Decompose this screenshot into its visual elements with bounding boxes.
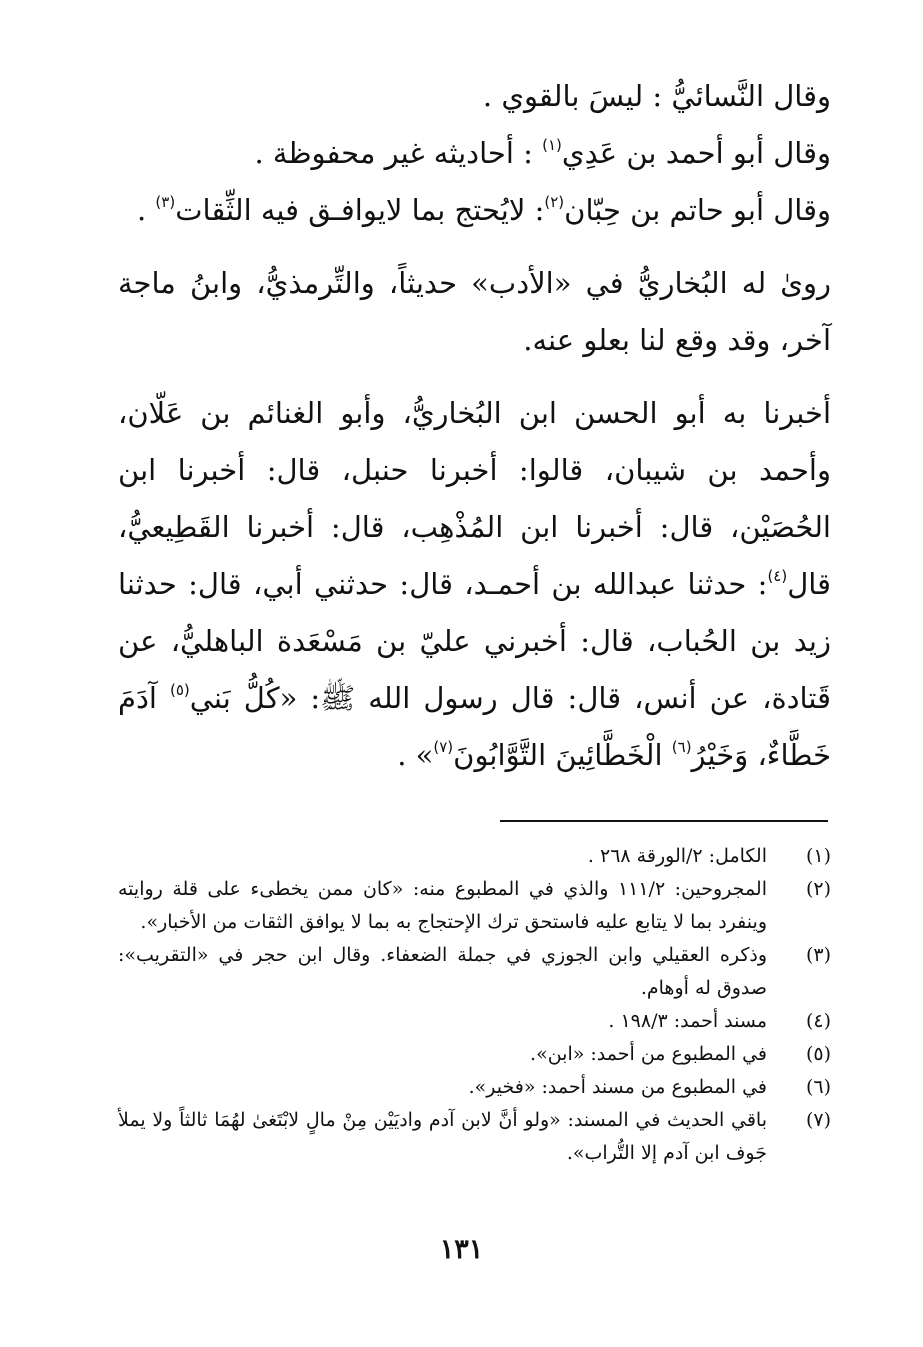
text-span: وقال النَّسائيُّ : ليسَ بالقوي . <box>482 79 831 113</box>
footnote-ref-3: (٣) <box>155 193 176 211</box>
footnotes <box>118 840 831 1170</box>
footnote-item <box>118 1038 831 1071</box>
text-line-nasai <box>118 68 831 125</box>
footnote-text: باقي الحديث في المسند: «ولو أنَّ لابن آدم واديَيْن مِنْ مالٍ لابْتَغىٰ لهُمَا ثالثاً ولا يملأ جَوف ابن آدم إلا التُّراب». <box>118 1109 767 1164</box>
footnote-number: (٦) <box>805 1076 831 1098</box>
text-line-ibn-hibban <box>118 182 831 239</box>
footnote-item <box>118 939 831 1005</box>
footnote-number: (٣) <box>805 944 831 966</box>
footnote-ref-1: (١) <box>542 136 562 154</box>
footnote-text: في المطبوع من أحمد: «ابن». <box>530 1043 767 1065</box>
footnote-text: الكامل: ٢/الورقة ٢٦٨ . <box>587 845 767 867</box>
paragraph-hadith-chain <box>118 385 831 784</box>
text-span: أخبرنا به أبو الحسن ابن البُخاريُّ، وأبو الغنائم بن عَلّان، وأحمد بن شيبان، قالوا: أخبرنا حنبل، قال: أخبرنا ابن الحُصَيْن، قال: أخبرنا ابن المُذْهِب، قال: أخبرنا القَطِيعيُّ، قال <box>118 396 831 601</box>
page-number: ١٣١ <box>439 1234 484 1265</box>
footnote-item <box>118 840 831 873</box>
footnote-divider <box>500 820 828 822</box>
footnote-ref-7: (٧) <box>433 738 454 756</box>
text-span: : لايُحتج بما لايوافـق فيه الثِّقات <box>175 193 545 227</box>
footnote-ref-6: (٦) <box>671 738 692 756</box>
footnote-text: في المطبوع من مسند أحمد: «فخير». <box>468 1076 767 1098</box>
text-span: » . <box>397 738 434 772</box>
footnote-ref-4: (٤) <box>767 567 788 585</box>
text-span: : أحاديثه غير محفوظة . <box>254 136 543 170</box>
text-span: وقال أبو حاتم بن حِبّان <box>564 193 831 227</box>
footnote-text: المجروحين: ١١١/٢ والذي في المطبوع منه: «كان ممن يخطىء على قلة روايته وينفرد بما لا يتابع عليه فاستحق ترك الإحتجاج به بما لا يوافق الثقات من الأخبار». <box>118 878 768 933</box>
footnote-text: وذكره العقيلي وابن الجوزي في جملة الضعفاء. وقال ابن حجر في «التقريب»: صدوق له أوهام. <box>118 944 767 999</box>
footnote-item <box>118 1071 831 1104</box>
footnote-number: (٤) <box>805 1010 831 1032</box>
footnote-ref-2: (٢) <box>544 193 565 211</box>
text-span: . <box>136 193 156 227</box>
text-span: روىٰ له البُخاريُّ في «الأدب» حديثاً، والتِّرمذيُّ، وابنُ ماجة آخر، وقد وقع لنا بعلو عنه. <box>118 266 831 357</box>
text-span: : حدثنا عبدالله بن أحمـد، قال: حدثني أبي، قال: حدثنا زيد بن الحُباب، قال: أخبرني عليّ بن مَسْعَدة الباهليُّ، عن قَتادة، عن أنس، قال: قال رسول الله ﷺ: «كُلُّ بَني <box>118 567 831 715</box>
footnote-number: (٧) <box>805 1109 831 1131</box>
footnote-item <box>118 1005 831 1038</box>
footnote-number: (١) <box>805 845 831 867</box>
footnote-item <box>118 873 831 939</box>
footnote-text: مسند أحمد: ١٩٨/٣ . <box>608 1010 767 1032</box>
footnote-ref-5: (٥) <box>169 681 190 699</box>
footnote-item <box>118 1104 831 1170</box>
text-span: آدَمَ خَطَّاءٌ، وَخَيْرُ <box>118 681 831 772</box>
text-span: الْخَطَّائِينَ التَّوَّابُونَ <box>453 738 672 772</box>
text-span: وقال أبو أحمد بن عَدِي <box>561 136 831 170</box>
paragraph-narration <box>118 255 831 369</box>
footnote-number: (٢) <box>805 878 831 900</box>
text-line-ibn-adi <box>118 125 831 182</box>
main-text <box>118 68 831 784</box>
footnote-number: (٥) <box>805 1043 831 1065</box>
